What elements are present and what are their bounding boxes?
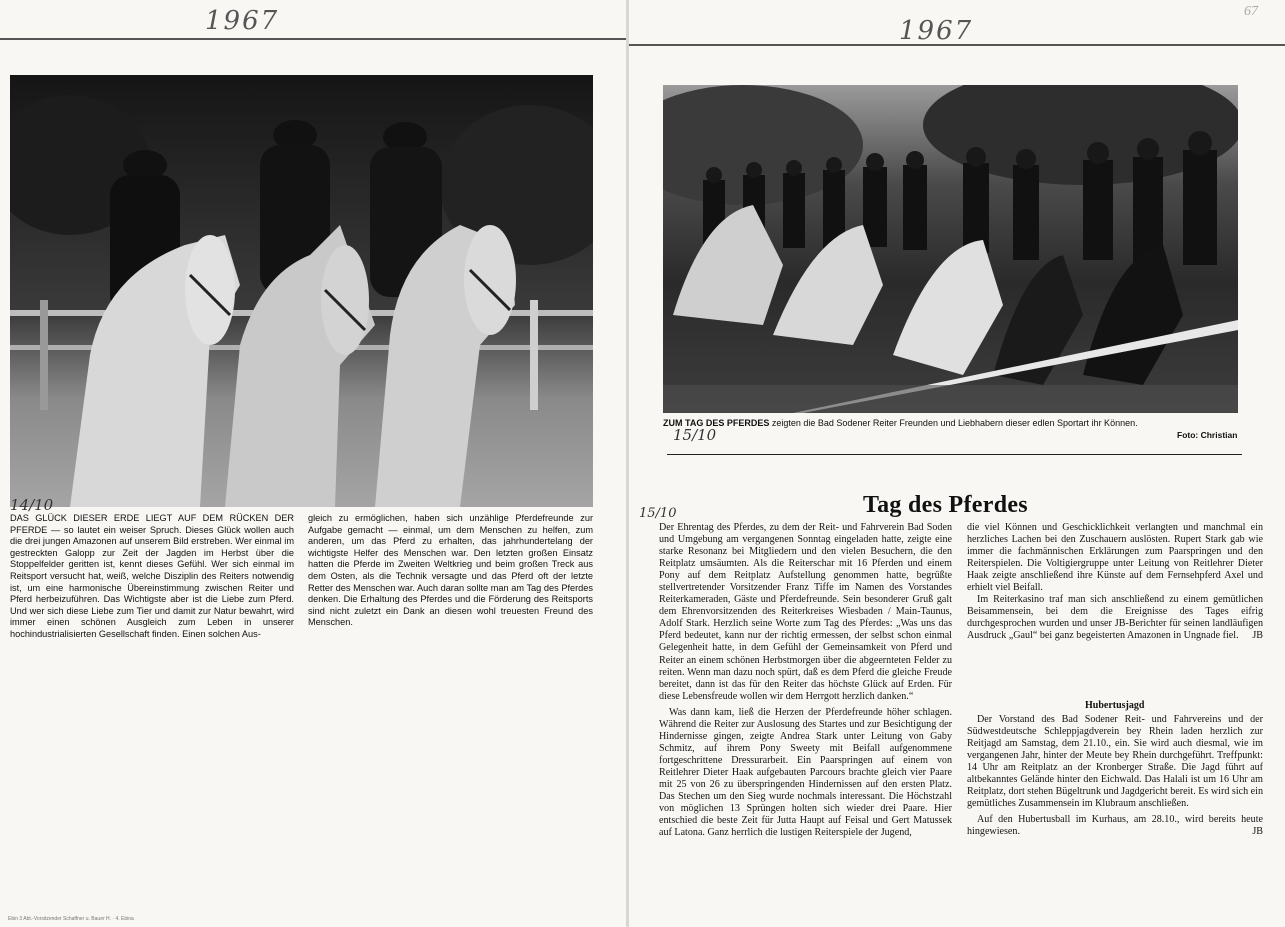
handwritten-year-right: 1967 — [899, 16, 974, 46]
footer-note: Ebin 3 Abt.-Vorsitzender Schaffner u. Bauer H. · 4. Ebina — [8, 916, 134, 922]
article-paragraph: Im Reiterkasino traf man sich anschließend zu einem gemütlichen Beisammensein, bei dem die Ereignisse des Tages eifrig durchgesprochen wurden und unser JB-Berichter für seinen landläufigen Ausdruck „Gaul“ bei ganz begeisterten Amazonen in Ungnade fiel. JB — [967, 594, 1263, 642]
page-number-note: 67 — [1244, 4, 1258, 19]
photo-caption — [663, 418, 1238, 428]
handwritten-date: 14/10 — [10, 496, 54, 514]
riders-group-photo — [663, 85, 1238, 413]
article-paragraph: die viel Können und Geschicklichkeit verlangten und manchmal ein herzliches Lachen bei den Zuschauern auslösten. Rupert Stark gab wie immer die fachmännischen Erklärungen zum Paarspringen und den Reiterspielen. Die Voltigiergruppe unter Leitung von Reitlehrer Dieter Haak zeigte anschließend ihre Künste auf dem Fernsehpferd Axel und erhielt viel Beifall. — [967, 522, 1263, 594]
amazons-photo — [10, 75, 593, 507]
caption-column-1: DAS GLÜCK DIESER ERDE LIEGT AUF DEM RÜCKEN DER PFERDE — so lautet ein weiser Spruch. Dieses Glück wollen auch die drei jungen Amazonen auf unserem Bild erstreben. Wer einmal im gestreckten Galopp zur Zeit der Jagden im Herbst über die Stoppelfelder geritten ist, kennt dieses Gefühl. Wer sich einmal im Reitsport versucht hat, weiß, welche Disziplin des Reiters notwendig ist, um eine harmonische Übereinstimmung zwischen Reiter und Pferd herbeizuführen. Das Wichtigste aber ist die Liebe zum Pferd. Und wer sich diese Liebe zum Tier und damit zur Natur bewahrt, wird immer einen schönen Ausgleich zum Leben in unserer hochindustrialisierten Gesellschaft finden. Einen solchen Aus- — [10, 513, 294, 639]
article-paragraph: Der Vorstand des Bad Sodener Reit- und Fahrvereins und der Südwestdeutsche Schleppjagdverein bey Rhein laden herzlich zur Reitjagd am Samstag, dem 21.10., ein. Sie wird auch diesmal, wie im vergangenen Jahr, hinter der Meute bey Rhein durchgeführt. Treffpunkt: 14 Uhr am Reitplatz an der Kronberger Straße. Die Jagd führt auf altbekanntes Gelände hinter den Eichwald. Das Halali ist um 16 Uhr am Reitplatz, dort stehen Bügeltrunk und Jagdgericht bereit. Es wird sich ein gemütliches Zusammensein im Klubraum anschließen. — [967, 714, 1264, 810]
article-column-2 — [967, 522, 1263, 642]
hubertusjagd-column — [967, 714, 1263, 838]
photo-caption-text: zeigten die Bad Sodener Reiter Freunden und Liebhabern dieser edlen Sportart ihr Können. — [769, 418, 1138, 428]
subheading-hubertusjagd: Hubertusjagd — [1085, 700, 1145, 711]
handwritten-year: 1967 — [205, 6, 280, 36]
article-headline: Tag des Pferdes — [863, 492, 1028, 518]
top-rule — [0, 38, 627, 40]
article-paragraph: Auf den Hubertusball im Kurhaus, am 28.10., wird bereits heute hingewiesen. JB — [967, 814, 1263, 838]
article-paragraph: Der Ehrentag des Pferdes, zu dem der Reit- und Fahrverein Bad Soden und Umgebung am vergangenen Sonntag eingeladen hatte, zeigte eine starke Resonanz bei Mitgliedern und den vielen Besuchern, die den Reitplatz umsäumten. Als die Reiterschar mit 16 Pferden und einem Pony auf dem Reitplatz Aufstellung genommen hatte, begrüßte stellvertretender Vorsitzender Franz Tiffe im Namen des Vorstandes Reiterkameraden, Gäste und Pferdefreunde. Sein besonderer Gruß galt dem Ehrenvorsitzenden des Reiterkreises Wiesbaden / Main-Taunus, Adolf Stark. Herzlich seine Worte zum Tag des Pferdes: „Was uns das Pferd bedeutet, kann nur der richtig ermessen, der selbst schon einmal Gelegenheit hatte, in dem Gefühl der Gemeinsamkeit von Pferd und Reiter an einem schönen Herbstmorgen über die abgeernteten Felder zu reiten. Wenn man dazu noch spürt, daß es dem Pferd die gleiche Freude bereitet, dann ist das für den Reiter das höchste Glück auf Erden. Für diese Lebensfreude wollen wir dem Herrgott herzlich danken.“ — [659, 522, 952, 702]
caption-column-2: gleich zu ermöglichen, haben sich unzählige Pferdefreunde zur Aufgabe gemacht — einmal, um dem Menschen zu helfen, zum anderen, um das Pferd zu erhalten, das jahrhundertelang der wichtigste Helfer des Menschen war. Den letzten großen Einsatz hatten die Pferde im Zweiten Weltkrieg und beim großen Treck aus dem Osten, als die Technik versagte und das Pferd oft der letzte Retter des Menschen war. Auch daran sollte man am Tag des Pferdes denken. Die Erhaltung des Pferdes und die Förderung des Reitsports sind nicht zuletzt ein Dank an diesen wohl treuesten Freund des Menschen. — [308, 513, 593, 628]
caption-rule — [667, 454, 1242, 455]
article-paragraph: Was dann kam, ließ die Herzen der Pferdefreunde höher schlagen. Während die Reiter zur Auslosung des Startes und zur Besichtigung der Hindernisse gingen, zeigte Andrea Stark unter Leitung von Gaby Schmitz, auf ihrem Pony Sweety mit Beifall aufgenommene fortgeschrittene Dressurarbeit. Ein Paarspringen auf einem von Reitlehrer Dieter Haak aufgebauten Parcours brachte gleich vier Paare mit 25 von 26 zu überspringenden Hindernissen auf den ersten Platz. Das Stechen um den Sieg wurde nochmals interessant. Die Höchstzahl von möglichen 13 Sprüngen holten sich wieder drei Paare. Hier entschied die beste Zeit für Jutta Haupt auf Feisal und Gert Matussek auf Latona. Ganz herrlich die lustigen Reiterspiele der Jugend, — [659, 706, 952, 839]
photo-caption-lead: ZUM TAG DES PFERDES — [663, 418, 770, 428]
article-column-1 — [659, 522, 952, 839]
author-signature: JB — [1252, 630, 1263, 642]
handwritten-date-article: 15/10 — [639, 506, 677, 521]
handwritten-date-photo: 15/10 — [673, 426, 717, 444]
author-signature: JB — [1252, 826, 1263, 838]
left-page — [0, 0, 627, 927]
photo-credit: Foto: Christian — [1177, 430, 1238, 440]
right-page — [629, 0, 1285, 927]
